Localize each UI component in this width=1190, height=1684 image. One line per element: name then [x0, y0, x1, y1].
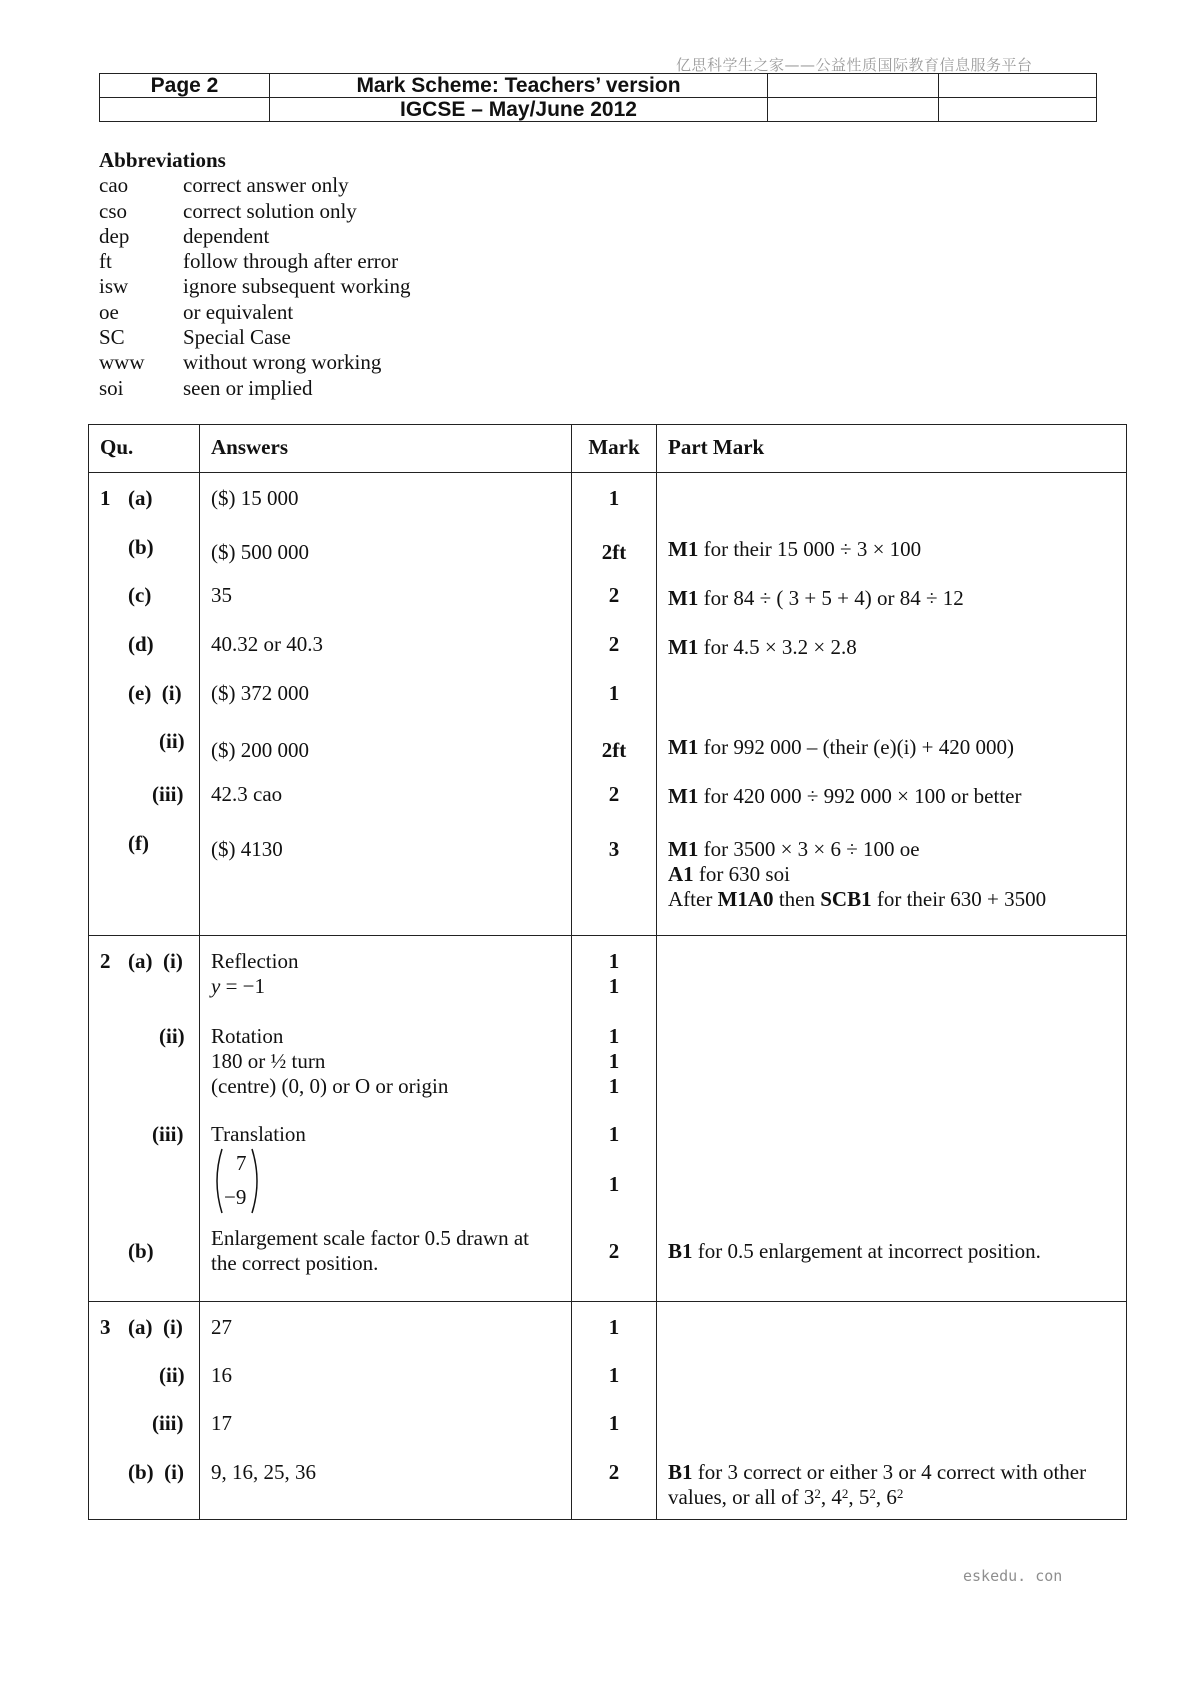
abbreviations	[99, 148, 410, 401]
col-part-mark: Part Mark	[668, 435, 765, 459]
abbr-code: cao	[99, 173, 129, 198]
abbr-code: cso	[99, 198, 127, 223]
abbr-meaning: without wrong working	[183, 350, 382, 375]
q1-eii-part-mark: M1 for 992 000 – (their (e)(i) + 420 000)	[668, 735, 1015, 759]
header-empty-5	[939, 98, 1097, 122]
abbr-meaning: seen or implied	[183, 375, 313, 400]
q3-bi-label: (b) (i)	[128, 1460, 184, 1484]
q1-f-part-mark-1: M1 for 3500 × 3 × 6 ÷ 100 oe	[668, 837, 920, 861]
q2-b-answer-2: the correct position.	[211, 1251, 379, 1275]
abbr-code: www	[99, 350, 145, 375]
q2-aiii-mark-2: 1	[608, 1172, 620, 1196]
abbr-row	[99, 325, 410, 350]
header-empty-3	[100, 98, 270, 122]
q2-aii-label: (ii)	[159, 1024, 185, 1048]
q3-number: 3	[100, 1315, 111, 1339]
header-empty-1	[768, 74, 939, 98]
q1-ei-label: (e) (i)	[128, 681, 182, 705]
q3-bi-part-mark-2: values, or all of $3^2$, $4^2$, $5^2$, $6^2$	[668, 1485, 904, 1509]
abbr-meaning: Special Case	[183, 325, 291, 350]
q1-ei-answer: ($) 372 000	[211, 681, 309, 705]
vector-top: 7	[236, 1151, 247, 1175]
abbr-row	[99, 173, 410, 198]
q2-b-label: (b)	[128, 1239, 154, 1263]
q1-eiii-part-mark: M1 for 420 000 ÷ 992 000 × 100 or better	[668, 784, 1022, 808]
q2-aii-mark-2: 1	[608, 1049, 620, 1073]
q3-bi-answer: 9, 16, 25, 36	[211, 1460, 316, 1484]
vector-bottom: −9	[224, 1185, 247, 1209]
q1-f-mark: 3	[608, 837, 620, 861]
abbr-code: soi	[99, 375, 124, 400]
q1-f-part-mark-2: A1 for 630 soi	[668, 862, 790, 886]
q2-ai-label: (a) (i)	[128, 949, 183, 973]
q1-d-answer: 40.32 or 40.3	[211, 632, 323, 656]
abbr-meaning: ignore subsequent working	[183, 274, 411, 299]
q3-bi-mark: 2	[608, 1460, 620, 1484]
question-2-row	[89, 936, 1127, 1302]
q1-eii-label: (ii)	[159, 729, 185, 753]
header-exam: IGCSE – May/June 2012	[270, 98, 768, 122]
abbr-row	[99, 199, 410, 224]
q1-c-mark: 2	[608, 583, 620, 607]
q3-ai-mark: 1	[608, 1315, 620, 1339]
q1-eii-answer: ($) 200 000	[211, 738, 309, 762]
q1-eiii-mark: 2	[608, 782, 620, 806]
q3-aii-label: (ii)	[159, 1363, 185, 1387]
q2-aii-answer-2: 180 or ½ turn	[211, 1049, 326, 1073]
header-title: Mark Scheme: Teachers’ version	[270, 74, 768, 98]
q1-b-label: (b)	[128, 535, 154, 559]
abbr-row	[99, 224, 410, 249]
header-page: Page 2	[100, 74, 270, 98]
abbr-code: oe	[99, 299, 119, 324]
q2-aiii-label: (iii)	[152, 1122, 184, 1146]
q3-aiii-answer: 17	[211, 1411, 232, 1435]
q1-eiii-label: (iii)	[152, 782, 184, 806]
q3-ai-answer: 27	[211, 1315, 232, 1339]
q1-c-answer: 35	[211, 583, 232, 607]
abbr-code: ft	[99, 249, 112, 274]
q2-b-answer-1: Enlargement scale factor 0.5 drawn at	[211, 1226, 529, 1250]
abbr-row	[99, 274, 410, 299]
header-empty-4	[768, 98, 939, 122]
q1-b-mark: 2ft	[601, 540, 627, 564]
q1-c-part-mark: M1 for 84 ÷ ( 3 + 5 + 4) or 84 ÷ 12	[668, 586, 964, 610]
abbr-code: isw	[99, 274, 129, 299]
q1-a-mark: 1	[608, 486, 620, 510]
q2-aiii-answer-1: Translation	[211, 1122, 306, 1146]
question-1-row	[89, 473, 1127, 936]
q1-b-part-mark: M1 for their 15 000 ÷ 3 × 100	[668, 537, 922, 561]
abbreviations-title: Abbreviations	[99, 148, 226, 172]
abbr-meaning: follow through after error	[183, 249, 399, 274]
q2-aiii-mark-1: 1	[608, 1122, 620, 1146]
abbr-row	[99, 300, 410, 325]
q3-aii-mark: 1	[608, 1363, 620, 1387]
col-qu: Qu.	[100, 435, 134, 459]
abbr-row	[99, 376, 410, 401]
mark-scheme-table	[88, 424, 1127, 1520]
q2-number: 2	[100, 949, 111, 973]
q2-b-part-mark: B1 for 0.5 enlargement at incorrect position.	[668, 1239, 1041, 1263]
watermark: 亿思科学生之家——公益性质国际教育信息服务平台	[676, 56, 1033, 74]
q1-b-answer: ($) 500 000	[211, 540, 309, 564]
footer-watermark: eskedu. con	[963, 1567, 1063, 1585]
col-answers: Answers	[211, 435, 288, 459]
header-empty-2	[939, 74, 1097, 98]
q3-aiii-label: (iii)	[152, 1411, 184, 1435]
q2-ai-answer-2: y = −1	[211, 974, 266, 998]
q1-f-label: (f)	[128, 831, 149, 855]
q2-aii-mark-1: 1	[608, 1024, 620, 1048]
column-vector	[212, 1147, 262, 1215]
abbr-row	[99, 350, 410, 375]
abbr-meaning: dependent	[183, 223, 270, 248]
q1-c-label: (c)	[128, 583, 152, 607]
q3-bi-part-mark-1: B1 for 3 correct or either 3 or 4 correct with other	[668, 1460, 1087, 1484]
q1-eiii-answer: 42.3 cao	[211, 782, 283, 806]
question-3-row	[89, 1302, 1127, 1520]
q1-a-answer: ($) 15 000	[211, 486, 299, 510]
q1-f-answer: ($) 4130	[211, 837, 283, 861]
q2-ai-mark-1: 1	[608, 949, 620, 973]
q1-eii-mark: 2ft	[601, 738, 627, 762]
q1-number: 1	[100, 486, 111, 510]
q1-a-label: (a)	[128, 486, 153, 510]
q2-ai-mark-2: 1	[608, 974, 620, 998]
abbr-meaning: correct solution only	[183, 198, 357, 223]
table-header-row	[89, 425, 1127, 473]
q2-b-mark: 2	[608, 1239, 620, 1263]
abbr-code: dep	[99, 223, 130, 248]
q1-d-part-mark: M1 for 4.5 × 3.2 × 2.8	[668, 635, 857, 659]
q2-ai-answer-1: Reflection	[211, 949, 299, 973]
q2-aii-mark-3: 1	[608, 1074, 620, 1098]
q3-aiii-mark: 1	[608, 1411, 620, 1435]
abbr-code: SC	[99, 325, 125, 350]
q1-f-part-mark-3: After M1A0 then SCB1 for their 630 + 3500	[668, 887, 1047, 911]
q1-d-label: (d)	[128, 632, 154, 656]
q1-d-mark: 2	[608, 632, 620, 656]
q1-ei-mark: 1	[608, 681, 620, 705]
abbr-row	[99, 249, 410, 274]
abbr-meaning: or equivalent	[183, 299, 294, 324]
col-mark: Mark	[588, 435, 640, 459]
q3-aii-answer: 16	[211, 1363, 232, 1387]
abbr-meaning: correct answer only	[183, 173, 349, 198]
q2-aii-answer-1: Rotation	[211, 1024, 284, 1048]
page-header	[99, 73, 1097, 122]
q2-aii-answer-3: (centre) (0, 0) or O or origin	[211, 1074, 449, 1098]
q3-ai-label: (a) (i)	[128, 1315, 183, 1339]
